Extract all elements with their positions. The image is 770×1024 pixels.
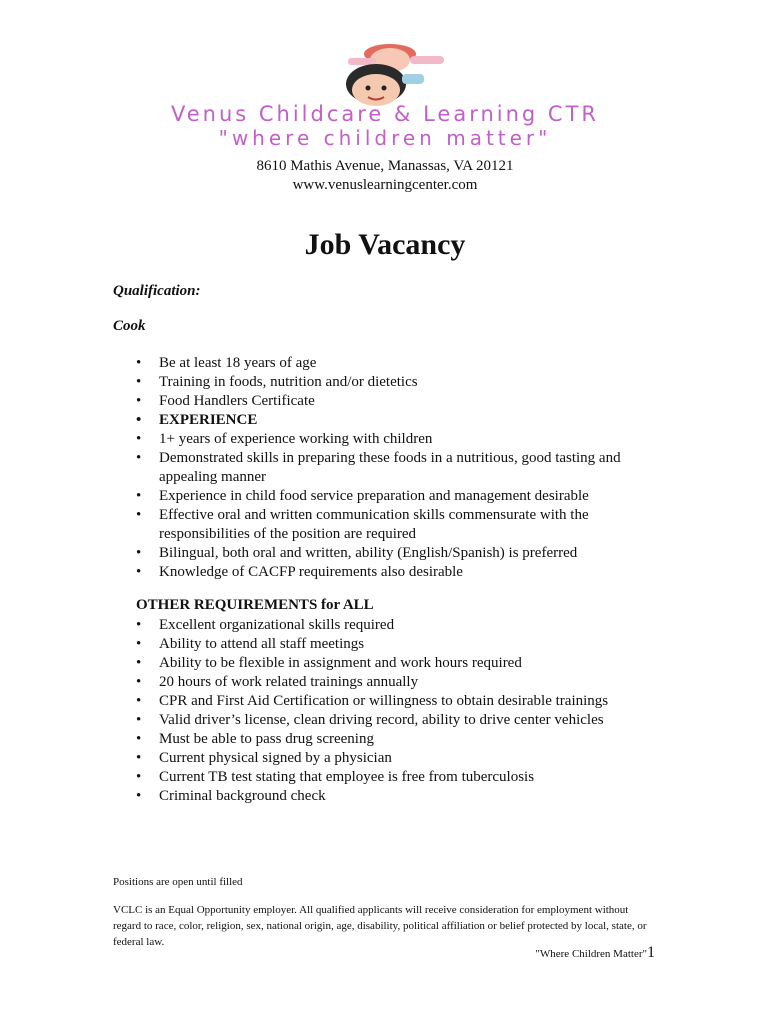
- list-item: • CPR and First Aid Certification or willingness to obtain desirable trainings: [136, 692, 656, 711]
- eeo-statement: VCLC is an Equal Opportunity employer. All qualified applicants will receive consideration for employment without regard to race, color, religion, sex, national origin, age, disability, political affiliation or belief protected by local, state, or federal law.: [113, 904, 647, 948]
- list-item: • Must be able to pass drug screening: [136, 730, 656, 749]
- qualification-label: Qualification:: [113, 283, 201, 299]
- page-footer: [535, 944, 655, 962]
- list-item: • Ability to attend all staff meetings: [136, 635, 656, 654]
- position-title: Cook: [113, 318, 146, 334]
- list-item: • Bilingual, both oral and written, ability (English/Spanish) is preferred: [136, 544, 656, 563]
- logo-name: Venus Childcare & Learning CTR: [170, 102, 600, 126]
- logo: [0, 40, 770, 160]
- street-address: 8610 Mathis Avenue, Manassas, VA 20121: [256, 158, 514, 174]
- list-item: • Food Handlers Certificate: [136, 392, 656, 411]
- other-requirements-heading: OTHER REQUIREMENTS for ALL: [136, 597, 374, 613]
- list-item: • Criminal background check: [136, 787, 656, 806]
- list-item: • EXPERIENCE: [136, 411, 656, 430]
- list-item: • 20 hours of work related trainings annually: [136, 673, 656, 692]
- list-item: • Excellent organizational skills required: [136, 616, 656, 635]
- list-item: • Demonstrated skills in preparing these foods in a nutritious, good tasting and appealing manner: [136, 449, 656, 487]
- list-item: • Current physical signed by a physician: [136, 749, 656, 768]
- page-title: Job Vacancy: [304, 228, 466, 261]
- list-item: • Ability to be flexible in assignment and work hours required: [136, 654, 656, 673]
- list-item: • Be at least 18 years of age: [136, 354, 656, 373]
- list-item: • Effective oral and written communication skills commensurate with the responsibilities of the position are required: [136, 506, 656, 544]
- list-item: • Valid driver’s license, clean driving record, ability to drive center vehicles: [136, 711, 656, 730]
- logo-tagline: "where children matter": [218, 126, 552, 150]
- address-block: [0, 157, 770, 195]
- cook-requirements-list: [136, 354, 656, 582]
- open-until-filled-note: Positions are open until filled: [113, 876, 243, 888]
- other-requirements-list: [136, 616, 656, 806]
- website: www.venuslearningcenter.com: [292, 177, 478, 193]
- list-item: • Experience in child food service preparation and management desirable: [136, 487, 656, 506]
- page-number: 1: [647, 944, 655, 961]
- footer-motto: "Where Children Matter": [535, 948, 647, 960]
- list-item: • 1+ years of experience working with children: [136, 430, 656, 449]
- list-item: • Knowledge of CACFP requirements also desirable: [136, 563, 656, 582]
- list-item: • Current TB test stating that employee is free from tuberculosis: [136, 768, 656, 787]
- list-item: • Training in foods, nutrition and/or dietetics: [136, 373, 656, 392]
